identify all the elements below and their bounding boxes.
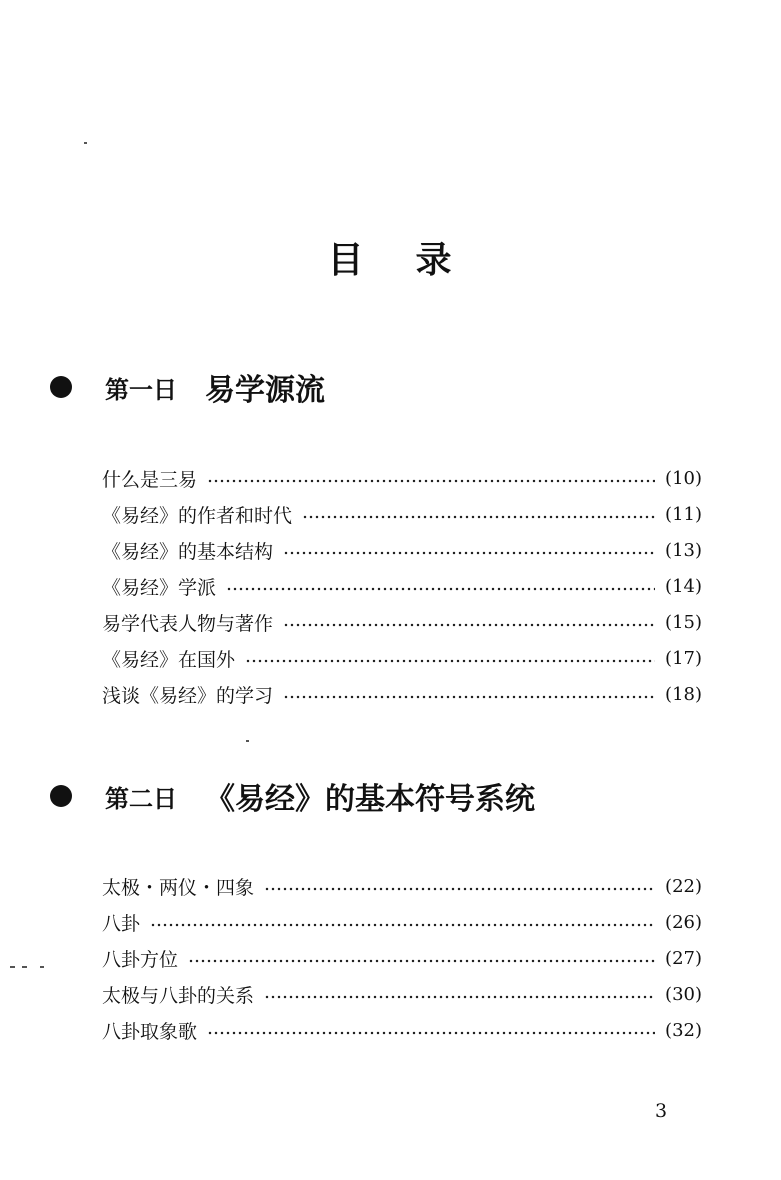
toc-entry-label: 八卦取象歌 [102, 1020, 198, 1043]
dot-leader [150, 923, 655, 927]
page-title-right: 录 [415, 240, 454, 281]
dot-leader [264, 995, 655, 999]
toc-entry[interactable] [102, 640, 702, 676]
toc-entry-label: 太极・两仪・四象 [102, 876, 255, 899]
toc-entry[interactable] [102, 1012, 702, 1048]
section-heading-2 [50, 776, 535, 816]
toc-entry-label: 《易经》在国外 [102, 648, 236, 671]
toc-entry-label: 八卦方位 [102, 948, 179, 971]
scan-speck [10, 966, 15, 968]
scan-speck [84, 142, 87, 144]
section-title: 易学源流 [205, 373, 325, 408]
toc-entry[interactable] [102, 904, 702, 940]
dot-leader [188, 959, 655, 963]
bullet-icon [50, 376, 72, 398]
page-number: 3 [655, 1100, 668, 1122]
toc-entry[interactable] [102, 940, 702, 976]
toc-entry[interactable] [102, 568, 702, 604]
toc-entry-page: (13) [665, 539, 702, 561]
dot-leader [207, 479, 655, 483]
toc-entry-label: 易学代表人物与著作 [102, 612, 274, 635]
page-title [0, 232, 781, 283]
dot-leader [283, 695, 655, 699]
toc-entry-page: (27) [665, 947, 702, 969]
toc-entry-page: (32) [665, 1019, 702, 1041]
toc-entry[interactable] [102, 460, 702, 496]
toc-entry[interactable] [102, 976, 702, 1012]
toc-entry-label: 《易经》的基本结构 [102, 540, 274, 563]
toc-entry-label: 浅谈《易经》的学习 [102, 684, 274, 707]
section-title: 《易经》的基本符号系统 [205, 782, 535, 817]
toc-entry-label: 太极与八卦的关系 [102, 984, 255, 1007]
toc-entry[interactable] [102, 676, 702, 712]
toc-entry-label: 八卦 [102, 912, 141, 935]
toc-entry-page: (26) [665, 911, 702, 933]
toc-entry-page: (15) [665, 611, 702, 633]
dot-leader [283, 623, 655, 627]
toc-entry[interactable] [102, 868, 702, 904]
dot-leader [264, 887, 655, 891]
toc-entry-page: (18) [665, 683, 702, 705]
scan-speck [40, 966, 44, 968]
section-heading-1 [50, 367, 325, 407]
toc-entry-page: (11) [665, 503, 702, 525]
toc-entry-page: (10) [665, 467, 702, 489]
dot-leader [283, 551, 655, 555]
toc-entry-label: 《易经》学派 [102, 576, 217, 599]
page-title-left: 目 [327, 240, 366, 281]
dot-leader [207, 1031, 655, 1035]
dot-leader [245, 659, 655, 663]
toc-entry-label: 什么是三易 [102, 468, 198, 491]
bullet-icon [50, 785, 72, 807]
toc-entry-page: (22) [665, 875, 702, 897]
section-chapter: 第一日 [105, 375, 177, 404]
toc-entry-page: (17) [665, 647, 702, 669]
toc-list-2 [102, 868, 702, 1048]
toc-entry-page: (30) [665, 983, 702, 1005]
toc-list-1 [102, 460, 702, 712]
toc-entry[interactable] [102, 496, 702, 532]
scan-speck [246, 740, 249, 742]
toc-entry-label: 《易经》的作者和时代 [102, 504, 293, 527]
dot-leader [302, 515, 655, 519]
scan-speck [22, 966, 27, 968]
toc-entry[interactable] [102, 604, 702, 640]
section-chapter: 第二日 [105, 784, 177, 813]
dot-leader [226, 587, 655, 591]
toc-entry[interactable] [102, 532, 702, 568]
toc-entry-page: (14) [665, 575, 702, 597]
